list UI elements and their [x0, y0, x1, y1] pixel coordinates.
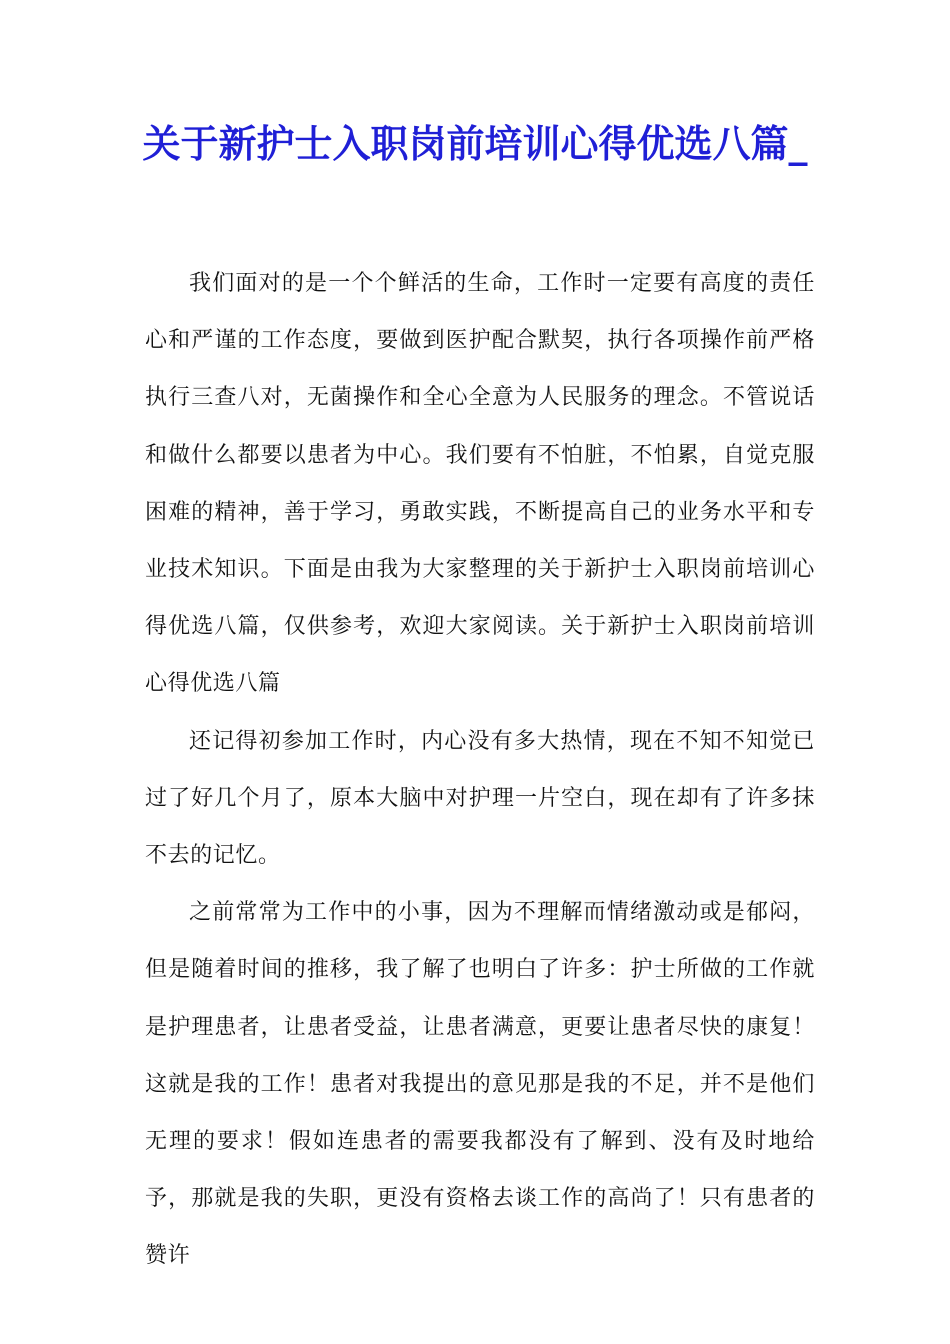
document-body [145, 255, 815, 1285]
paragraph-intro: 我们面对的是一个个鲜活的生命，工作时一定要有高度的责任心和严谨的工作态度，要做到医护配合默契，执行各项操作前严格执行三查八对，无菌操作和全心全意为人民服务的理念。不管说话和做什么都要以患者为中心。我们要有不怕脏，不怕累，自觉克服困难的精神，善于学习，勇敢实践，不断提高自己的业务水平和专业技术知识。下面是由我为大家整理的关于新护士入职岗前培训心得优选八篇，仅供参考，欢迎大家阅读。关于新护士入职岗前培训心得优选八篇 [145, 271, 815, 697]
paragraph-understanding: 之前常常为工作中的小事，因为不理解而情绪激动或是郁闷，但是随着时间的推移，我了解了也明白了许多：护士所做的工作就是护理患者，让患者受益，让患者满意，更要让患者尽快的康复！这就是我的工作！患者对我提出的意见那是我的不足，并不是他们无理的要求！假如连患者的需要我都没有了解到、没有及时地给予，那就是我的失职，更没有资格去谈工作的高尚了！只有患者的赞许 [145, 900, 815, 1269]
paragraph-memories: 还记得初参加工作时，内心没有多大热情，现在不知不知觉已过了好几个月了，原本大脑中对护理一片空白，现在却有了许多抹不去的记忆。 [145, 728, 815, 869]
document-title: 关于新护士入职岗前培训心得优选八篇_ [142, 121, 808, 166]
